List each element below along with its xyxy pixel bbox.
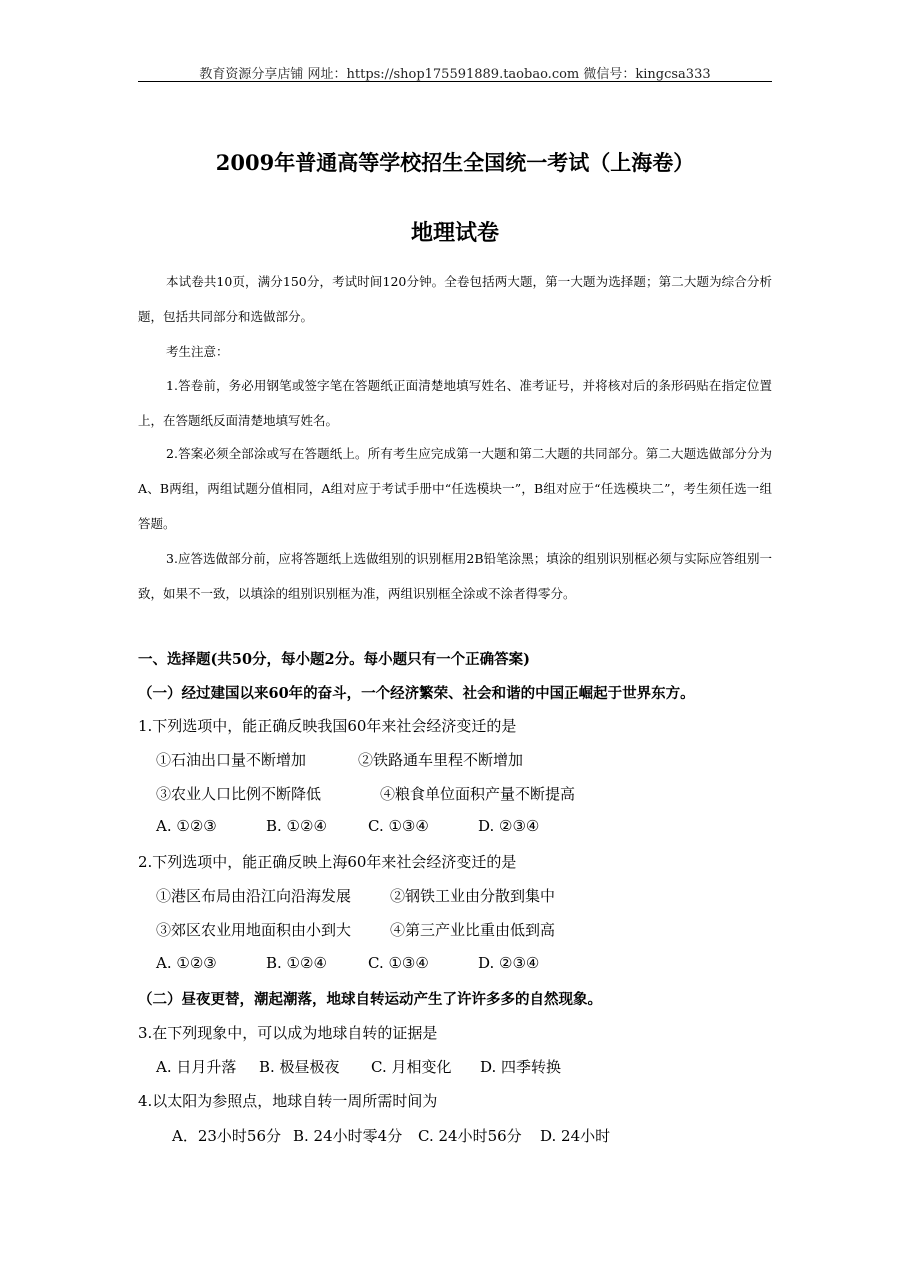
question-1-option-b: B. ①②④ bbox=[266, 817, 327, 835]
question-1-item-1: ①石油出口量不断增加 bbox=[156, 751, 307, 769]
question-1-option-a: A. ①②③ bbox=[156, 817, 217, 835]
header-divider bbox=[138, 81, 772, 82]
question-3-option-d: D. 四季转换 bbox=[480, 1058, 562, 1076]
question-1-item-2: ②铁路通车里程不断增加 bbox=[358, 751, 524, 769]
question-1-item-4: ④粮食单位面积产量不断提高 bbox=[380, 785, 576, 803]
question-3-option-b: B. 极昼极夜 bbox=[259, 1058, 340, 1076]
question-1-stem: 1.下列选项中，能正确反映我国60年来社会经济变迁的是 bbox=[138, 717, 517, 735]
question-1-item-3: ③农业人口比例不断降低 bbox=[156, 785, 322, 803]
notice-item-2: 2.答案必须全部涂或写在答题纸上。所有考生应完成第一大题和第二大题的共同部分。第二大题选做部分分为A、B两组，两组试题分值相同，A组对应于考试手册中“任选模块一”，B组对应于“任选模块二”，考生须任选一组答题。 bbox=[138, 446, 772, 531]
question-4-option-a: A．23小时56分 bbox=[172, 1127, 282, 1145]
exam-subtitle: 地理试卷 bbox=[410, 220, 499, 246]
question-4-option-c: C. 24小时56分 bbox=[418, 1127, 522, 1145]
group-heading-2: （二）昼夜更替，潮起潮落，地球自转运动产生了许许多多的自然现象。 bbox=[138, 991, 602, 1008]
question-2-option-d: D. ②③④ bbox=[478, 954, 540, 972]
notice-item-1: 1.答卷前，务必用钢笔或签字笔在答题纸正面清楚地填写姓名、准考证号，并将核对后的条形码贴在指定位置上，在答题纸反面清楚地填写姓名。 bbox=[138, 378, 772, 428]
notice-item-3: 3.应答选做部分前，应将答题纸上选做组别的识别框用2B铅笔涂黑；填涂的组别识别框必须与实际应答组别一致，如果不一致，以填涂的组别识别框为准，两组识别框全涂或不涂者得零分。 bbox=[138, 551, 772, 601]
intro-paragraph: 本试卷共10页，满分150分，考试时间120分钟。全卷包括两大题，第一大题为选择题；第二大题为综合分析题，包括共同部分和选做部分。 bbox=[138, 274, 772, 324]
page-header: 教育资源分享店铺 网址：https://shop175591889.taobao.com 微信号：kingcsa333 bbox=[199, 67, 711, 82]
notice-title: 考生注意： bbox=[166, 344, 229, 359]
question-2-option-a: A. ①②③ bbox=[156, 954, 217, 972]
question-1-option-d: D. ②③④ bbox=[478, 817, 540, 835]
question-2-option-b: B. ①②④ bbox=[266, 954, 327, 972]
question-4-stem: 4.以太阳为参照点，地球自转一周所需时间为 bbox=[138, 1092, 438, 1110]
question-2-item-2: ②钢铁工业由分散到集中 bbox=[390, 887, 556, 905]
question-2-item-1: ①港区布局由沿江向沿海发展 bbox=[156, 887, 352, 905]
question-4-option-d: D. 24小时 bbox=[540, 1127, 611, 1145]
group-heading-1: （一）经过建国以来60年的奋斗，一个经济繁荣、社会和谐的中国正崛起于世界东方。 bbox=[138, 685, 695, 702]
question-3-option-c: C. 月相变化 bbox=[371, 1058, 452, 1076]
question-3-stem: 3.在下列现象中，可以成为地球自转的证据是 bbox=[138, 1024, 438, 1042]
question-2-item-4: ④第三产业比重由低到高 bbox=[390, 921, 556, 939]
question-3-option-a: A. 日月升落 bbox=[156, 1058, 237, 1076]
section-heading: 一、选择题(共50分，每小题2分。每小题只有一个正确答案) bbox=[138, 651, 530, 668]
question-2-item-3: ③郊区农业用地面积由小到大 bbox=[156, 921, 352, 939]
question-4-option-b: B. 24小时零4分 bbox=[293, 1127, 403, 1145]
exam-title: 2009年普通高等学校招生全国统一考试（上海卷） bbox=[215, 150, 695, 175]
question-2-stem: 2.下列选项中，能正确反映上海60年来社会经济变迁的是 bbox=[138, 853, 517, 871]
question-1-option-c: C. ①③④ bbox=[368, 817, 429, 835]
question-2-option-c: C. ①③④ bbox=[368, 954, 429, 972]
